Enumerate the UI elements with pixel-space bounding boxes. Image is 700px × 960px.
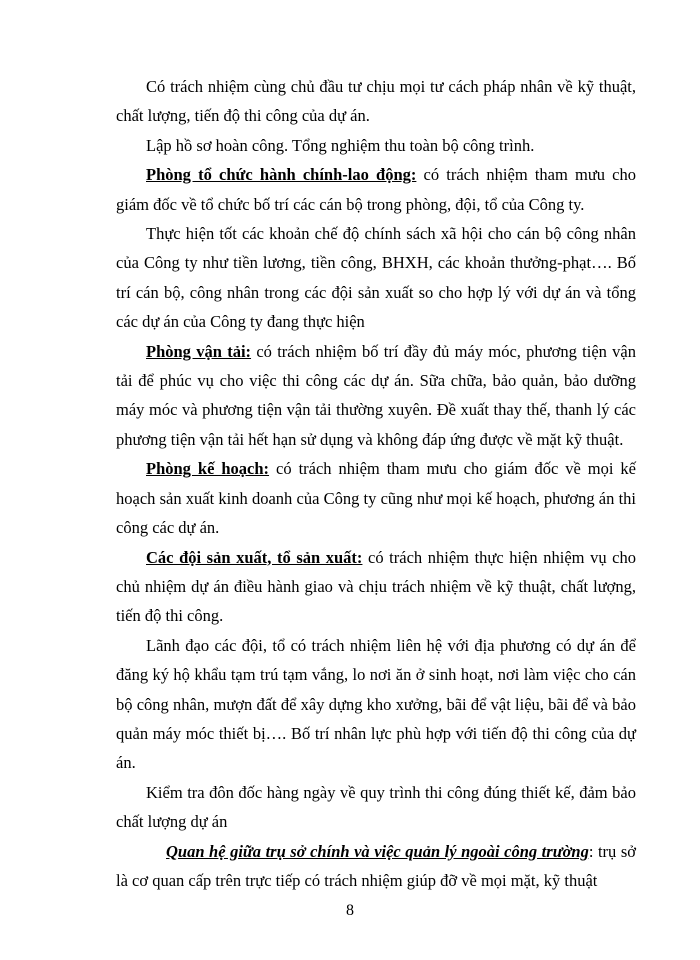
- paragraph-5-heading: Phòng vận tải:: [146, 341, 252, 361]
- paragraph-6: [116, 454, 636, 542]
- paragraph-3-text: có trách nhiệm tham mưu cho giám đốc về tổ chức bố trí các cán bộ trong phòng, đội, tổ của Công ty.: [116, 165, 636, 214]
- paragraph-7-text: có trách nhiệm thực hiện nhiệm vụ cho chủ nhiệm dự án điều hành giao và chịu trách nhiệm về kỹ thuật, chất lượng, tiến độ thi công.: [116, 547, 636, 626]
- paragraph-5: [116, 337, 636, 455]
- paragraph-2: [116, 131, 636, 160]
- paragraph-8-text: Lãnh đạo các đội, tổ có trách nhiệm liên hệ với địa phương có dự án để đăng ký hộ khẩu tạm trú tạm vắng, lo nơi ăn ở sinh hoạt, nơi làm việc cho cán bộ công nhân, mượn đất để xây dựng kho xưởng, bãi để vật liệu, bãi để và bảo quản máy móc thiết bị…. Bố trí nhân lực phù hợp với tiến độ thi công của dự án.: [116, 635, 636, 773]
- paragraph-3: [116, 160, 636, 219]
- paragraph-3-heading: Phòng tổ chức hành chính-lao động:: [146, 165, 417, 185]
- paragraph-6-text: có trách nhiệm tham mưu cho giám đốc về mọi kế hoạch sản xuất kinh doanh của Công ty cũng như mọi kế hoạch, phương án thi công các dự án.: [116, 459, 636, 538]
- paragraph-10: [116, 837, 636, 896]
- paragraph-7: [116, 543, 636, 631]
- paragraph-10-text: : trụ sở là cơ quan cấp trên trực tiếp có trách nhiệm giúp đỡ về mọi mặt, kỹ thuật: [116, 841, 636, 890]
- paragraph-4-text: Thực hiện tốt các khoản chế độ chính sách xã hội cho cán bộ công nhân của Công ty như tiền lương, tiền công, BHXH, các khoản thưởng-phạt…. Bố trí cán bộ, công nhân trong các đội sản xuất so cho hợp lý với dự án và tổng các dự án của Công ty đang thực hiện: [116, 224, 636, 332]
- paragraph-4: [116, 219, 636, 337]
- paragraph-8: [116, 631, 636, 778]
- paragraph-2-text: Lập hồ sơ hoàn công. Tổng nghiệm thu toàn bộ công trình.: [146, 135, 535, 155]
- paragraph-7-heading: Các đội sản xuất, tổ sản xuất:: [146, 547, 363, 567]
- paragraph-10-heading: Quan hệ giữa trụ sở chính và việc quản lý ngoài công trường: [166, 841, 589, 861]
- paragraph-9-text: Kiểm tra đôn đốc hàng ngày về quy trình thi công đúng thiết kế, đảm bảo chất lượng dự án: [116, 782, 636, 832]
- paragraph-6-heading: Phòng kế hoạch:: [146, 459, 270, 479]
- paragraph-1: [116, 72, 636, 131]
- paragraph-5-text: có trách nhiệm bố trí đầy đủ máy móc, phương tiện vận tải để phúc vụ cho việc thi công các dự án. Sữa chữa, bảo quản, bảo dưỡng máy móc và phương tiện vận tải thường xuyên. Đề xuất thay thế, thanh lý các phương tiện vận tải hết hạn sử dụng và không đáp ứng được về mặt kỹ thuật.: [116, 341, 637, 449]
- paragraph-1-text: Có trách nhiệm cùng chủ đầu tư chịu mọi tư cách pháp nhân về kỹ thuật, chất lượng, tiến độ thi công của dự án.: [116, 77, 636, 126]
- body-text: [116, 72, 636, 895]
- paragraph-9: [116, 778, 636, 837]
- page-number: 8: [346, 902, 354, 919]
